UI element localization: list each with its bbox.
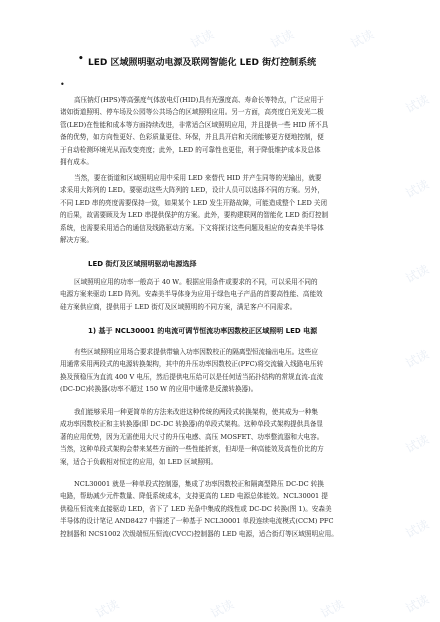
- paragraph-line: 诸如街道照明、停车场及公园等公共场合的区域照明应用。另一方面，高亮度白光发光二极: [60, 108, 324, 117]
- section-heading: LED 街灯及区域照明驱动电源选择: [88, 260, 197, 268]
- paragraph-challenges: [60, 172, 378, 246]
- document-title: [78, 54, 408, 68]
- paragraph-line: 换及预稳压为直流 400 V 电压，然后提供电压给可以是任何适当拓扑结构的常规直流-直流: [60, 372, 324, 381]
- paragraph-line: 控制器和 NCS1002 次级端恒压恒流(CVCC)控制器的 LED 电源，适合街灯等区域照明应用。: [60, 529, 338, 538]
- paragraph-two-stage: [60, 346, 378, 396]
- watermark: 试读: [403, 432, 432, 456]
- title-text: LED 区域照明驱动电源及联网智能化 LED 街灯控制系统: [88, 58, 317, 68]
- watermark: 试读: [348, 27, 377, 51]
- paragraph-power-options: [60, 276, 378, 313]
- paragraph-line: 我们能够采用一种更简单的方法来改进这种传统的两段式转换架构，使其成为一种集: [74, 408, 318, 416]
- watermark: 试读: [403, 592, 432, 616]
- paragraph-line: 拥有成本。: [60, 158, 93, 167]
- paragraph-single-stage: [60, 406, 378, 468]
- watermark: 试读: [403, 262, 432, 286]
- paragraph-line: NCL30001 就是一种单段式控制器，集成了功率因数校正和隔离型降压 DC-DC 转换: [74, 480, 324, 488]
- paragraph-line: 有些区域照明应用场合要求提供带输入功率因数校正的隔离型恒流输出电压。这些应: [74, 348, 318, 356]
- paragraph-line: 求采用大阵列的 LED。要驱动这些大阵列的 LED，设计人员可以选择不同的方案。另外，: [60, 186, 324, 195]
- watermark: 试读: [403, 517, 432, 541]
- paragraph-line: 备的优势，如方向性更好、色彩质量更佳、环保，并且具开启和关闭能够更方便地控制，便: [60, 133, 324, 142]
- paragraph-line: 电路，帮助减少元件数量、降低系统成本，支持更高的 LED 电源总体能效。NCL30001 提: [60, 492, 328, 501]
- empty-bullet: •: [60, 80, 65, 89]
- paragraph-line: 著的应用优势，因为无需使用大尺寸的升压电感、高压 MOSFET、功率整流器和大电容。: [60, 432, 324, 441]
- watermark: 试读: [188, 27, 217, 51]
- paragraph-ncl30001: [60, 478, 378, 540]
- paragraph-line: 区域照明应用的功率一般高于 40 W。根据应用条件或要求的不同，可以采用不同的: [74, 278, 318, 286]
- watermark: 试读: [403, 92, 432, 116]
- paragraph-line: 管(LED)在性能和成本等方面持续改进，非常适合区域照明应用，并且提供一些 HID 所不具: [60, 120, 329, 129]
- paragraph-line: 案，适合于负载相对恒定的应用，如 LED 区域照明。: [60, 457, 218, 466]
- paragraph-line: 不同 LED 串的亮度需要保持一致，如果某个 LED 发生开路故障，可能造成整个 LED 关闭: [60, 198, 328, 207]
- watermark: 试读: [268, 27, 297, 51]
- paragraph-line: 于自动检测环境光从而改变亮度；此外，LED 的可靠性也更佳，利于降低维护成本及总体: [60, 145, 321, 154]
- watermark: 试读: [93, 597, 122, 621]
- paragraph-line: 半导体的设计笔记 AND8427 中描述了一种基于 NCL30001 单段连续电流模式(CCM) PFC: [60, 517, 334, 526]
- watermark: 试读: [403, 347, 432, 371]
- paragraph-line: 高压钠灯(HPS)等高强度气体放电灯(HID)具有光强度高、寿命长等特点，广泛应用于: [74, 96, 324, 104]
- subsection-heading: 1) 基于 NCL30001 的电流可调节恒流功率因数校正区域照明 LED 电源: [88, 327, 318, 335]
- title-bullet: •: [78, 54, 84, 64]
- paragraph-intro: [60, 94, 378, 168]
- paragraph-line: 电源方案来驱动 LED 阵列。安森美半导体身为应用于绿色电子产品的首要高性能、高能效: [60, 290, 323, 299]
- paragraph-line: 成功率因数校正和主转换器(即 DC-DC 转换器)的单段式架构。这种单段式架构提供具备显: [60, 420, 324, 429]
- watermark: 试读: [318, 597, 347, 621]
- paragraph-line: 当然，这种单段式架构会带来某些方面的一些性能折衷，但却是一种高能效及高性价比的方: [60, 445, 324, 454]
- paragraph-line: 供稳压恒流来直接驱动 LED，省下了 LED 光条中集成的线性或 DC-DC 转换(图 1)。安森美: [60, 504, 332, 513]
- paragraph-line: 解决方案。: [60, 236, 93, 245]
- paragraph-line: 硅方案供应商，提供用于 LED 街灯及区域照明的不同方案，满足客户不同需求。: [60, 302, 297, 311]
- watermark: 试读: [208, 597, 237, 621]
- watermark: 试读: [403, 177, 432, 201]
- paragraph-line: 当然，要在街道和区域照明应用中采用 LED 来替代 HID 并产生同等的光输出，就要: [74, 174, 322, 182]
- paragraph-line: 的后果，故需要顾及为 LED 串提供保护的方案。此外，要构建联网的智能化 LED 街灯控制: [60, 211, 329, 220]
- paragraph-line: (DC-DC)转换器(功率不超过 150 W 的应用中通常是反激转换器)。: [60, 385, 258, 394]
- paragraph-line: 系统，也需要采用适合的通信及线路驱动方案。下文将探讨这些问题及相应的安森美半导体: [60, 223, 324, 232]
- paragraph-line: 用通常采用两段式的电源转换架构，其中的升压功率因数校正(PFC)将交流输入线路电压转: [60, 360, 324, 369]
